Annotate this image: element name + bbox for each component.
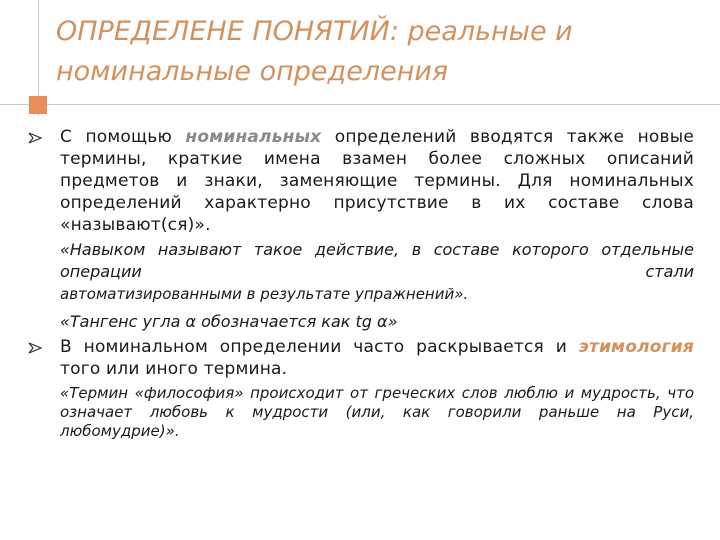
- bullet-2-text-start: В номинальном определении часто раскрывается и: [60, 337, 579, 357]
- bullet-item-2: [0, 336, 720, 380]
- arrowhead-bullet-icon: [28, 342, 42, 354]
- arrowhead-bullet-icon: [28, 132, 42, 144]
- example-skill-line-2: автоматизированными в результате упражнений».: [60, 285, 469, 303]
- term-nominal-highlight: номинальных: [185, 127, 322, 147]
- example-skill-line-1: «Навыком называют такое действие, в составе которого отдельные операции стали: [60, 240, 694, 281]
- example-tangent: «Тангенс угла α обозначается как tg α»: [60, 312, 398, 331]
- slide-content: [0, 126, 720, 441]
- bullet-item-1: [0, 126, 720, 236]
- bullet-1-text-end: определений вводятся также новые термины, краткие имена взамен более сложных описаний предметов и знаки, заменяющие термины. Для номинальных определений характерно присутствие в их составе слова «называют(ся)».: [60, 127, 695, 235]
- example-philosophy: «Термин «философия» происходит от греческих слов люблю и мудрость, что означает любовь к мудрости (или, как говорили раньше на Руси, любомудрие)».: [60, 384, 694, 440]
- term-etymology-highlight: этимология: [578, 337, 694, 357]
- slide-title: ОПРЕДЕЛЕНЕ ПОНЯТИЙ: реальные и номинальные определения: [56, 16, 573, 87]
- decorative-square: [29, 96, 47, 114]
- bullet-2-text-end: того или иного термина.: [60, 359, 288, 379]
- bullet-1-text-start: С помощью: [60, 127, 186, 147]
- decorative-horizontal-line: [0, 104, 720, 105]
